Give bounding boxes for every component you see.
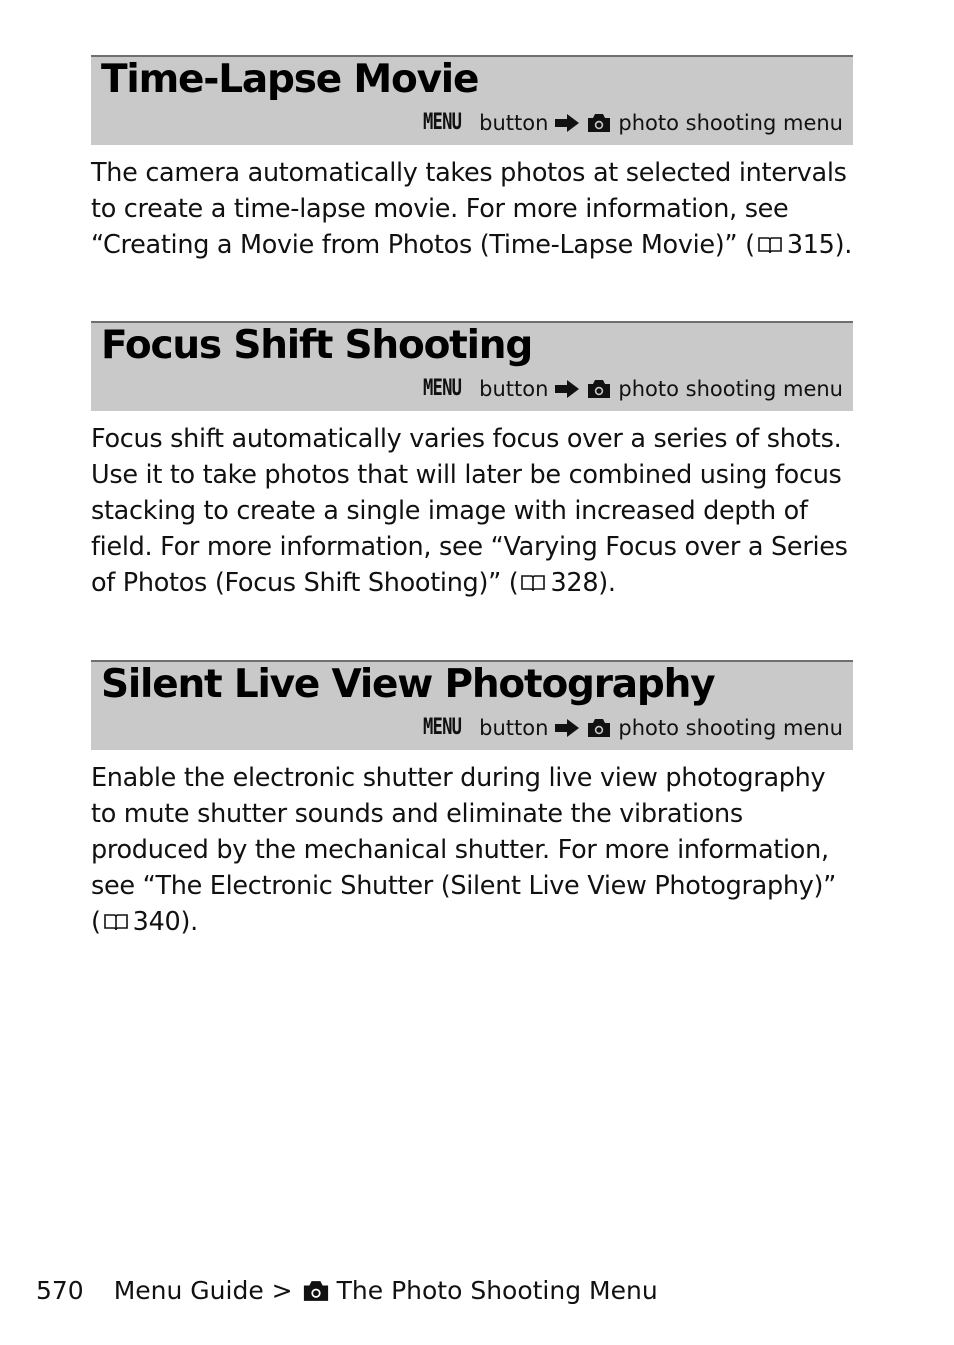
menu-path: [423, 376, 843, 401]
book-reference-icon: [520, 573, 546, 593]
camera-icon: [586, 379, 612, 399]
body-text: Enable the electronic shutter during live view photography to mute shutter sounds and eliminate the vibrations produced by the mechanical shutter. For more information, see “The Electronic Shutter (Silent Live View Photography)” (: [91, 763, 837, 937]
section-silent-live-view-photography: [91, 660, 853, 940]
menu-path-menu-name: photo shooting menu: [618, 715, 843, 740]
section-focus-shift-shooting: [91, 321, 853, 601]
page-ref[interactable]: 328: [550, 568, 599, 598]
menu-path-menu-name: photo shooting menu: [618, 376, 843, 401]
section-header: [91, 55, 853, 145]
page-footer: [36, 1276, 658, 1305]
menu-path-button-label: button: [479, 376, 549, 401]
camera-icon: [586, 113, 612, 133]
breadcrumb-start: Menu Guide >: [113, 1276, 293, 1305]
arrow-right-icon: [554, 718, 580, 738]
menu-path: [423, 110, 843, 135]
section-header: [91, 660, 853, 750]
body-text-end: ).: [180, 907, 198, 937]
body-text-end: ).: [834, 230, 853, 260]
arrow-right-icon: [554, 113, 580, 133]
section-title: Time-Lapse Movie: [101, 57, 479, 102]
menu-path-menu-name: photo shooting menu: [618, 110, 843, 135]
arrow-right-icon: [554, 379, 580, 399]
menu-path-button-label: button: [479, 715, 549, 740]
menu-path-button-label: button: [479, 110, 549, 135]
page-number: 570: [36, 1276, 84, 1305]
body-text: The camera automatically takes photos at selected intervals to create a time-lapse movie. For more information, see “Creating a Movie from Photos (Time-Lapse Movie)” (: [91, 158, 847, 260]
menu-button-icon: MENU: [423, 110, 462, 135]
menu-path: [423, 715, 843, 740]
body-text: Focus shift automatically varies focus over a series of shots. Use it to take photos that will later be combined using focus stacking to create a single image with increased depth of field. For more information, see “Varying Focus over a Series of Photos (Focus Shift Shooting)” (: [91, 424, 848, 598]
page-ref[interactable]: 340: [132, 907, 181, 937]
menu-button-icon: MENU: [423, 715, 462, 740]
body-text-end: ).: [598, 568, 616, 598]
section-title: Silent Live View Photography: [101, 662, 715, 707]
section-body: [91, 760, 853, 940]
section-title: Focus Shift Shooting: [101, 323, 533, 368]
section-body: [91, 421, 853, 601]
menu-button-icon: MENU: [423, 376, 462, 401]
camera-icon: [586, 718, 612, 738]
breadcrumb-end: The Photo Shooting Menu: [336, 1276, 658, 1305]
book-reference-icon: [103, 912, 129, 932]
book-reference-icon: [757, 235, 783, 255]
page-ref[interactable]: 315: [786, 230, 835, 260]
camera-icon: [301, 1280, 331, 1302]
section-header: [91, 321, 853, 411]
section-body: [91, 155, 853, 263]
section-time-lapse-movie: [91, 55, 853, 263]
